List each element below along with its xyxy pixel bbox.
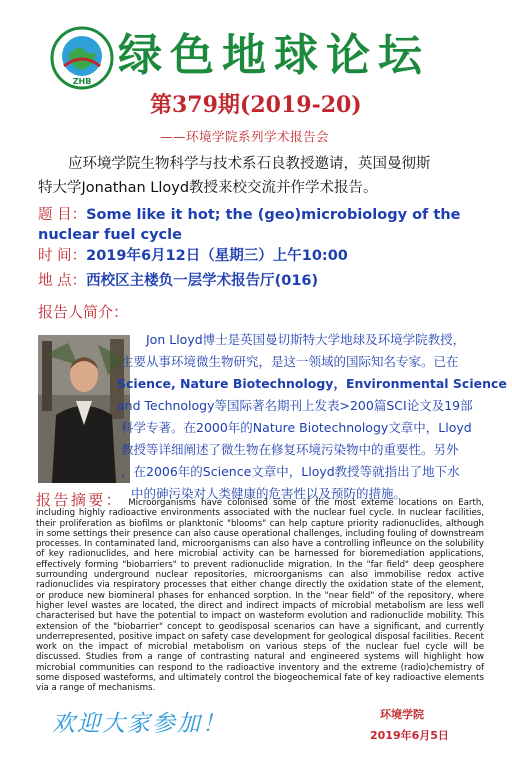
signature-org: 环境学院 <box>380 708 424 721</box>
time-text: 2019年6月12日（星期三）上午10:00 <box>86 248 348 264</box>
place-text: 西校区主楼负一层学术报告厅(016) <box>86 273 319 289</box>
logo-text: ZHB <box>72 77 92 86</box>
abstract-block <box>36 493 484 694</box>
issue-number: 第379期(2019-20) <box>150 92 362 118</box>
bio-line: Jon Lloyd博士是英国曼切斯特大学地球及环境学院教授， <box>146 332 466 347</box>
talk-topic <box>38 205 498 245</box>
bio-line: and Technology等国际著名期刊上发表>200篇SCI论文及19部 <box>117 398 473 413</box>
forum-title: 绿色地球论坛 <box>118 30 430 81</box>
topic-text: Some like it hot; the (geo)microbiology of the nuclear fuel cycle <box>38 207 461 243</box>
signature-date: 2019年6月5日 <box>370 729 449 742</box>
topic-label: 题 目： <box>38 207 87 223</box>
intro-line-2: 特大学Jonathan Lloyd教授来校交流并作学术报告。 <box>38 180 378 196</box>
bio-line: 主要从事环境微生物研究，是这一领域的国际知名专家。已在 <box>121 354 459 369</box>
place-label: 地 点： <box>38 273 87 289</box>
bio-line: ，在2006年的Science文章中，Lloyd教授等就指出了地下水 <box>121 464 460 479</box>
abstract-heading: 报告摘要： <box>36 491 124 509</box>
bio-line: Science, Nature Biotechnology，Environmental Science <box>117 376 507 391</box>
bio-line: 中的砷污染对人类健康的危害性以及预防的措施。 <box>131 486 407 501</box>
talk-place <box>38 271 498 291</box>
intro-line-1: 应环境学院生物科学与技术系石良教授邀请，英国曼彻斯 <box>68 156 431 172</box>
bio-line: 教授等详细阐述了微生物在修复环境污染物中的重要性。另外 <box>121 442 459 457</box>
bio-line: 科学专著。在2000年的Nature Biotechnology文章中，Lloyd <box>121 420 472 435</box>
forum-logo <box>50 26 114 90</box>
series-subtitle: ——环境学院系列学术报告会 <box>160 129 330 144</box>
welcome-banner: 欢迎大家参加！ <box>52 711 227 737</box>
invitation-paragraph <box>38 152 498 200</box>
bio-heading: 报告人简介： <box>38 303 129 321</box>
talk-time <box>38 246 498 266</box>
time-label: 时 间： <box>38 248 87 264</box>
globe-leaf-icon <box>50 26 114 90</box>
abstract-text: Microorganisms have colonised some of the most exteme locations on Earth, including highly radioactive environments associated with the nuclear fuel cycle. In nuclear facilities, their proliferation as biofilms or planktonic "blooms" can help capture priority radionuclides, although in some settings their presence can also cause operational challenges, including fouling of downstream processes. In contaminated land, microorganisms can also have a controlling infleunce on the solubility of key radionuclides, and here microbial activity can be harnessed for bioremediation applications, effectively forming "biobarriers" to prevent radionuclide migration. In the "far field" deep geosphere surrounding underground nuclear repositories, microorganisms can also immobilise redox active radionuclides via respiratory processes that either change directly the oxidation state of the element, or produce new biomineral phases for enhanced sorption. In the "near field" of the repository, where higher level wastes are located, the direct and indirect impacts of microbial metabolism are less well characterised but have the potential to impact on wasteform evolution and radionuclide mobility. This extension of the "biobarrier" concept to geodisposal scenarios can have a significant, and currently underrepresented, positive impact on safety case development for geological disposal facilities. Recent work on the impact of microbial metabolism on various steps of the nuclear fuel cycle will be discussed. Studies from a range of contrasting natural and engineered systems will highlight how microbial communities can respond to the radioactive inventory and the extreme (radio)chemistry of some disposed wasteforms, and ultimately control the biogeochemical fate of key radioactive elements via a range of mechanisms. <box>36 498 484 694</box>
